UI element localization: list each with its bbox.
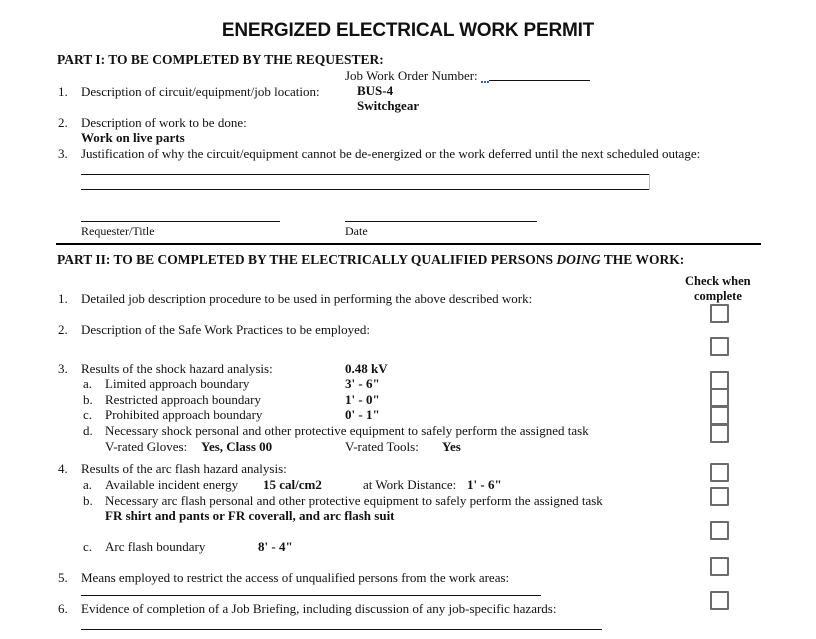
- job-work-order-label: Job Work Order Number:: [345, 68, 478, 83]
- part2-heading-em: DOING: [556, 252, 601, 267]
- date-signature-line[interactable]: [345, 221, 537, 222]
- gloves-value: Yes, Class 00: [201, 439, 273, 454]
- part1-item-1-num: 1.: [58, 84, 68, 99]
- part2-item-5-label: Means employed to restrict the access of unqualified persons from the work areas:: [81, 570, 510, 585]
- part2-item-3-num: 3.: [58, 361, 68, 376]
- part2-item-3-label: Results of the shock hazard analysis:: [81, 361, 273, 376]
- checkbox-item-4a[interactable]: [710, 463, 729, 482]
- tools-label: V-rated Tools:: [345, 439, 419, 454]
- part2-item-1-num: 1.: [58, 291, 68, 306]
- part2-item-1-label: Detailed job description procedure to be used in performing the above described work:: [81, 291, 533, 306]
- item-4c-label: Arc flash boundary: [105, 539, 206, 554]
- incident-energy-value: 15 cal/cm2: [263, 477, 322, 492]
- checkbox-item-1[interactable]: [710, 304, 729, 323]
- part2-item-5-num: 5.: [58, 570, 68, 585]
- circuit-location-value-1: BUS-4: [357, 83, 394, 98]
- item-3d-label: Necessary shock personal and other protective equipment to safely perform the assigned task: [105, 423, 589, 438]
- justification-line-2[interactable]: [81, 189, 649, 190]
- justification-line-1[interactable]: [81, 174, 649, 175]
- checkbox-item-3a[interactable]: [710, 388, 729, 407]
- part2-heading-post: THE WORK:: [600, 252, 685, 267]
- restricted-approach-value: 1' - 0": [345, 392, 380, 407]
- checkbox-item-3b[interactable]: [710, 406, 729, 425]
- shock-voltage-value: 0.48 kV: [345, 361, 388, 376]
- justification-box-edge: [649, 174, 650, 190]
- date-label: Date: [345, 224, 368, 238]
- check-header-line2: complete: [694, 289, 742, 303]
- spellcheck-squiggle: [481, 78, 489, 83]
- part2-item-4-label: Results of the arc flash hazard analysis:: [81, 461, 287, 476]
- gloves-label: V-rated Gloves:: [105, 439, 188, 454]
- item-4a-label: Available incident energy: [105, 477, 239, 492]
- item-4c-letter: c.: [83, 539, 93, 554]
- work-distance-label: at Work Distance:: [363, 477, 457, 492]
- part1-heading: PART I: TO BE COMPLETED BY THE REQUESTER:: [57, 52, 384, 67]
- item-4b-letter: b.: [83, 493, 93, 508]
- arc-flash-boundary-value: 8' - 4": [258, 539, 293, 554]
- item-4b-label: Necessary arc flash personal and other protective equipment to safely perform the assigned task: [105, 493, 603, 508]
- work-distance-value: 1' - 6": [467, 477, 502, 492]
- item-4a-letter: a.: [83, 477, 93, 492]
- section-divider: [56, 243, 761, 245]
- part1-item-2-label: Description of work to be done:: [81, 115, 247, 130]
- part1-item-2-num: 2.: [58, 115, 68, 130]
- part2-item-2-label: Description of the Safe Work Practices to be employed:: [81, 322, 370, 337]
- part2-heading: [57, 253, 684, 267]
- page-title: ENERGIZED ELECTRICAL WORK PERMIT: [221, 20, 595, 41]
- item-3c-label: Prohibited approach boundary: [105, 407, 263, 422]
- part1-item-1-label: Description of circuit/equipment/job location:: [81, 84, 320, 99]
- checkbox-item-2[interactable]: [710, 337, 729, 356]
- checkbox-item-3c[interactable]: [710, 424, 729, 443]
- job-briefing-line[interactable]: [81, 629, 602, 630]
- part2-item-4-num: 4.: [58, 461, 68, 476]
- prohibited-approach-value: 0' - 1": [345, 407, 380, 422]
- requester-signature-line[interactable]: [81, 221, 280, 222]
- item-3a-letter: a.: [83, 376, 93, 391]
- limited-approach-value: 3' - 6": [345, 376, 380, 391]
- checkbox-item-6[interactable]: [710, 591, 729, 610]
- item-3b-label: Restricted approach boundary: [105, 392, 261, 407]
- part2-item-2-num: 2.: [58, 322, 68, 337]
- checkbox-item-5[interactable]: [710, 557, 729, 576]
- item-3b-letter: b.: [83, 392, 93, 407]
- part1-item-3-num: 3.: [58, 146, 68, 161]
- checkbox-item-4b[interactable]: [710, 487, 729, 506]
- part2-heading-pre: PART II: TO BE COMPLETED BY THE ELECTRICALLY QUALIFIED PERSONS: [57, 252, 557, 267]
- item-3c-letter: c.: [83, 407, 93, 422]
- item-3a-label: Limited approach boundary: [105, 376, 250, 391]
- item-3d-letter: d.: [83, 423, 93, 438]
- part1-item-3-label: Justification of why the circuit/equipment cannot be de-energized or the work deferred until the next scheduled outage:: [81, 146, 701, 161]
- checkbox-item-4c[interactable]: [710, 521, 729, 540]
- arc-flash-ppe-value: FR shirt and pants or FR coverall, and arc flash suit: [105, 508, 395, 523]
- access-restriction-line[interactable]: [81, 595, 541, 596]
- part2-item-6-num: 6.: [58, 601, 68, 616]
- check-header-line1: Check when: [685, 274, 751, 288]
- circuit-location-value-2: Switchgear: [357, 98, 420, 113]
- work-description-value: Work on live parts: [81, 130, 185, 145]
- part2-item-6-label: Evidence of completion of a Job Briefing, including discussion of any job-specific hazards:: [81, 601, 557, 616]
- tools-value: Yes: [442, 439, 461, 454]
- requester-title-label: Requester/Title: [81, 224, 155, 238]
- job-work-order-field[interactable]: [489, 80, 590, 81]
